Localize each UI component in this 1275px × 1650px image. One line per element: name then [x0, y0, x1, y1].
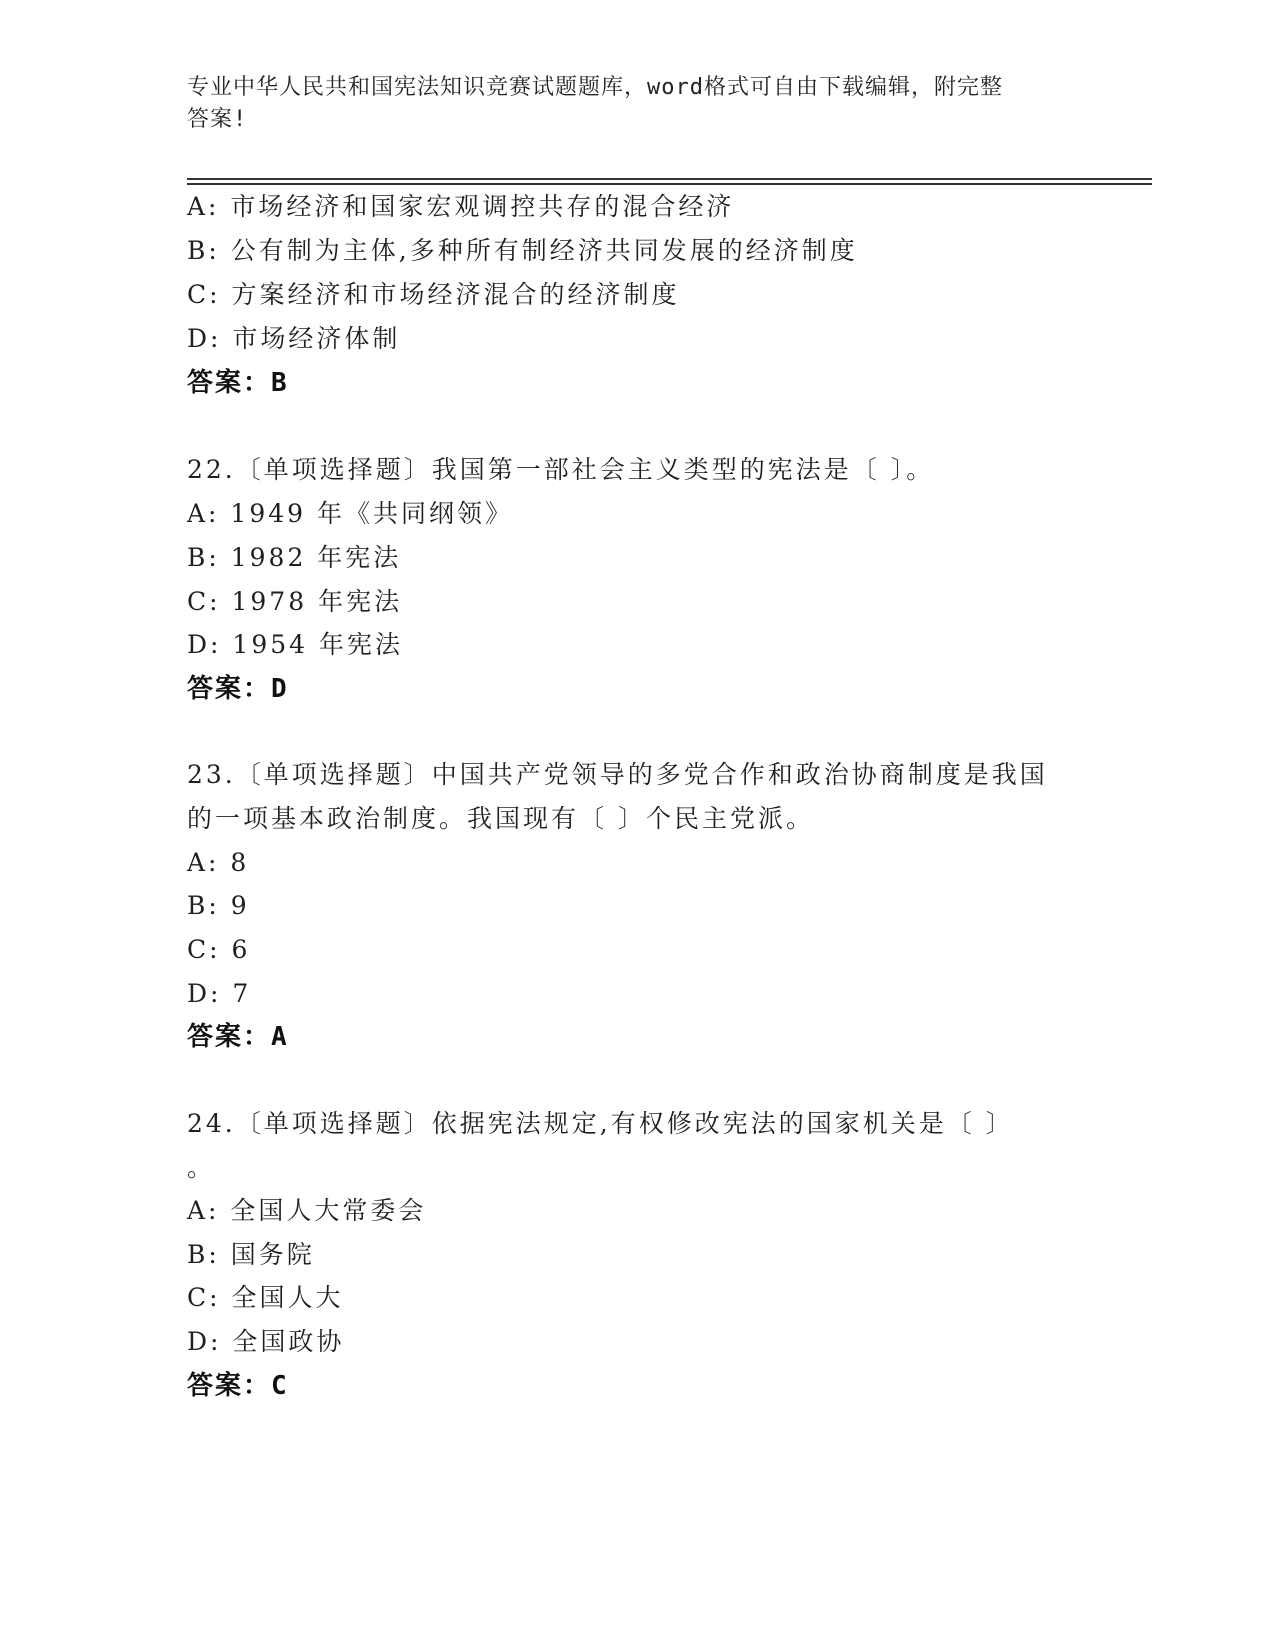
q22-option-a: A: 1949 年《共同纲领》 [187, 499, 513, 528]
header-divider-top [187, 178, 1152, 180]
q23-option-b: B: 9 [187, 891, 250, 920]
q24-option-d: D: 全国政协 [187, 1327, 345, 1356]
q24-option-c: C: 全国人大 [187, 1283, 344, 1312]
q23-stem-line-1: 23.〔单项选择题〕中国共产党领导的多党合作和政治协商制度是我国 [187, 760, 1048, 789]
header-line-1: 专业中华人民共和国宪法知识竞赛试题题库，word格式可自由下载编辑，附完整 [187, 75, 1003, 100]
q22-option-c: C: 1978 年宪法 [187, 587, 403, 616]
q21-option-b: B: 公有制为主体,多种所有制经济共同发展的经济制度 [187, 236, 858, 265]
q22-answer: 答案：D [187, 674, 289, 704]
q24-stem-line-1: 24.〔单项选择题〕依据宪法规定,有权修改宪法的国家机关是〔 〕 [187, 1109, 1014, 1138]
q22-option-b: B: 1982 年宪法 [187, 543, 402, 572]
q23-answer: 答案：A [187, 1022, 289, 1052]
q23-option-c: C: 6 [187, 935, 251, 964]
q22-option-d: D: 1954 年宪法 [187, 630, 403, 659]
q21-option-a: A: 市场经济和国家宏观调控共存的混合经济 [187, 192, 735, 221]
header-line-2: 答案! [187, 107, 248, 132]
q23-option-a: A: 8 [187, 848, 250, 877]
q24-answer: 答案：C [187, 1371, 289, 1401]
q22-stem: 22.〔单项选择题〕我国第一部社会主义类型的宪法是〔 〕。 [187, 455, 935, 484]
q21-option-d: D: 市场经济体制 [187, 324, 401, 353]
q24-stem-line-2: 。 [187, 1153, 216, 1182]
q24-option-b: B: 国务院 [187, 1240, 315, 1269]
q23-stem-line-2: 的一项基本政治制度。我国现有〔 〕个民主党派。 [187, 804, 814, 833]
document-header [187, 72, 1067, 136]
header-divider-bottom [187, 183, 1152, 185]
q21-answer: 答案：B [187, 368, 289, 398]
q21-option-c: C: 方案经济和市场经济混合的经济制度 [187, 280, 680, 309]
q24-option-a: A: 全国人大常委会 [187, 1196, 427, 1225]
q23-option-d: D: 7 [187, 979, 252, 1008]
